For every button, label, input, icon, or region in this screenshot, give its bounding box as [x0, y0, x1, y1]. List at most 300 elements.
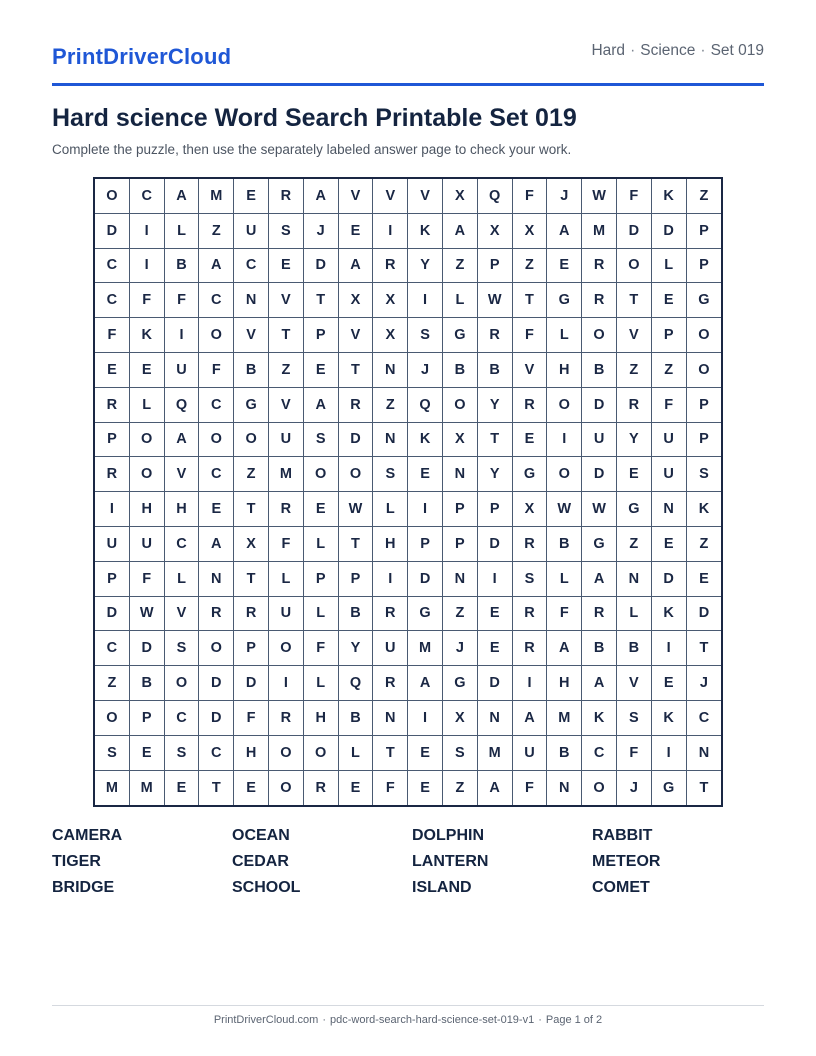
word-list-item: DOLPHIN: [412, 827, 484, 844]
grid-cell: P: [443, 527, 478, 562]
grid-cell: C: [165, 701, 200, 736]
grid-cell: F: [513, 318, 548, 353]
grid-cell: S: [165, 736, 200, 771]
grid-cell: A: [304, 179, 339, 214]
grid-cell: Z: [443, 771, 478, 806]
grid-cell: N: [234, 283, 269, 318]
grid-cell: L: [652, 249, 687, 284]
grid-cell: V: [165, 597, 200, 632]
grid-cell: C: [582, 736, 617, 771]
word-list: [52, 826, 772, 897]
grid-cell: Y: [408, 249, 443, 284]
grid-cell: P: [95, 423, 130, 458]
grid-cell: M: [199, 179, 234, 214]
grid-cell: I: [408, 283, 443, 318]
grid-cell: A: [547, 214, 582, 249]
grid-cell: N: [443, 562, 478, 597]
grid-cell: C: [234, 249, 269, 284]
grid-cell: P: [652, 318, 687, 353]
grid-cell: E: [408, 736, 443, 771]
grid-cell: O: [199, 318, 234, 353]
grid-cell: Y: [478, 457, 513, 492]
grid-cell: E: [234, 179, 269, 214]
grid-cell: P: [687, 388, 722, 423]
grid-cell: F: [130, 562, 165, 597]
grid-cell: E: [652, 666, 687, 701]
grid-cell: O: [582, 771, 617, 806]
grid-cell: F: [130, 283, 165, 318]
grid-cell: S: [304, 423, 339, 458]
grid-cell: A: [547, 631, 582, 666]
grid-cell: Z: [269, 353, 304, 388]
grid-cell: L: [304, 527, 339, 562]
grid-cell: R: [582, 249, 617, 284]
grid-cell: P: [408, 527, 443, 562]
grid-cell: E: [687, 562, 722, 597]
grid-cell: C: [199, 457, 234, 492]
grid-cell: U: [269, 423, 304, 458]
breadcrumb: [591, 42, 764, 60]
grid-cell: I: [478, 562, 513, 597]
page-footer: [0, 1014, 816, 1026]
grid-cell: K: [582, 701, 617, 736]
grid-cell: X: [234, 527, 269, 562]
grid-cell: J: [443, 631, 478, 666]
word-list-item: RABBIT: [592, 827, 653, 844]
grid-cell: M: [547, 701, 582, 736]
grid-cell: Q: [408, 388, 443, 423]
word-search-grid: [93, 177, 723, 807]
breadcrumb-item: Hard: [591, 42, 626, 59]
grid-cell: L: [165, 214, 200, 249]
footer-page-number: Page 1 of 2: [545, 1014, 603, 1026]
grid-cell: J: [408, 353, 443, 388]
grid-cell: D: [234, 666, 269, 701]
grid-cell: D: [582, 457, 617, 492]
grid-cell: O: [617, 249, 652, 284]
grid-cell: T: [373, 736, 408, 771]
grid-cell: R: [95, 388, 130, 423]
grid-cell: O: [199, 631, 234, 666]
grid-cell: V: [617, 318, 652, 353]
grid-cell: V: [339, 179, 374, 214]
grid-cell: E: [269, 249, 304, 284]
grid-cell: B: [478, 353, 513, 388]
grid-cell: N: [373, 353, 408, 388]
grid-cell: L: [443, 283, 478, 318]
grid-cell: X: [513, 492, 548, 527]
grid-cell: P: [234, 631, 269, 666]
grid-cell: H: [130, 492, 165, 527]
grid-cell: D: [478, 666, 513, 701]
word-list-item: TIGER: [52, 853, 101, 870]
grid-cell: R: [582, 597, 617, 632]
grid-cell: R: [269, 179, 304, 214]
grid-cell: V: [234, 318, 269, 353]
grid-cell: O: [165, 666, 200, 701]
grid-cell: X: [443, 179, 478, 214]
grid-cell: Z: [373, 388, 408, 423]
grid-cell: U: [269, 597, 304, 632]
grid-cell: E: [95, 353, 130, 388]
grid-cell: F: [652, 388, 687, 423]
grid-cell: O: [582, 318, 617, 353]
grid-cell: T: [234, 562, 269, 597]
grid-cell: D: [95, 597, 130, 632]
grid-cell: V: [269, 388, 304, 423]
grid-cell: O: [443, 388, 478, 423]
grid-cell: E: [547, 249, 582, 284]
grid-cell: U: [95, 527, 130, 562]
grid-cell: T: [339, 527, 374, 562]
grid-cell: D: [304, 249, 339, 284]
grid-cell: Z: [199, 214, 234, 249]
grid-cell: B: [582, 353, 617, 388]
grid-cell: O: [269, 631, 304, 666]
grid-cell: V: [269, 283, 304, 318]
grid-cell: S: [408, 318, 443, 353]
grid-cell: I: [652, 631, 687, 666]
grid-cell: L: [373, 492, 408, 527]
grid-cell: O: [687, 318, 722, 353]
grid-cell: V: [165, 457, 200, 492]
grid-cell: U: [165, 353, 200, 388]
grid-cell: I: [652, 736, 687, 771]
grid-cell: M: [478, 736, 513, 771]
grid-cell: U: [130, 527, 165, 562]
word-list-item: LANTERN: [412, 853, 489, 870]
grid-cell: N: [373, 423, 408, 458]
grid-cell: A: [478, 771, 513, 806]
grid-cell: C: [199, 736, 234, 771]
grid-cell: H: [547, 666, 582, 701]
grid-cell: T: [234, 492, 269, 527]
grid-cell: L: [339, 736, 374, 771]
grid-cell: T: [269, 318, 304, 353]
grid-cell: E: [165, 771, 200, 806]
grid-cell: S: [165, 631, 200, 666]
grid-cell: C: [687, 701, 722, 736]
breadcrumb-item: Science: [640, 42, 696, 59]
grid-cell: B: [130, 666, 165, 701]
grid-cell: Y: [478, 388, 513, 423]
grid-cell: E: [130, 353, 165, 388]
grid-cell: K: [687, 492, 722, 527]
grid-cell: D: [652, 562, 687, 597]
grid-cell: B: [339, 701, 374, 736]
grid-cell: N: [547, 771, 582, 806]
grid-cell: P: [95, 562, 130, 597]
grid-cell: T: [617, 283, 652, 318]
grid-cell: I: [547, 423, 582, 458]
grid-cell: R: [373, 666, 408, 701]
grid-cell: S: [95, 736, 130, 771]
grid-cell: A: [199, 249, 234, 284]
grid-cell: K: [652, 597, 687, 632]
breadcrumb-separator: ·: [630, 42, 636, 59]
grid-cell: Z: [443, 597, 478, 632]
grid-cell: B: [234, 353, 269, 388]
grid-cell: R: [304, 771, 339, 806]
grid-cell: U: [582, 423, 617, 458]
grid-cell: R: [373, 597, 408, 632]
grid-cell: O: [199, 423, 234, 458]
grid-cell: A: [339, 249, 374, 284]
grid-cell: R: [95, 457, 130, 492]
grid-cell: T: [687, 631, 722, 666]
word-list-item: COMET: [592, 879, 650, 896]
grid-cell: T: [699, 779, 709, 796]
grid-cell: N: [617, 562, 652, 597]
grid-cell: I: [165, 318, 200, 353]
grid-cell: F: [304, 631, 339, 666]
grid-cell: V: [617, 666, 652, 701]
grid-cell: P: [478, 492, 513, 527]
grid-cell: R: [373, 249, 408, 284]
grid-cell: B: [617, 631, 652, 666]
grid-cell: E: [339, 214, 374, 249]
grid-cell: D: [199, 666, 234, 701]
grid-cell: L: [304, 597, 339, 632]
grid-cell: D: [652, 214, 687, 249]
grid-cell: I: [513, 666, 548, 701]
grid-cell: G: [513, 457, 548, 492]
grid-cell: I: [95, 492, 130, 527]
grid-cell: E: [652, 527, 687, 562]
grid-cell: P: [304, 318, 339, 353]
grid-cell: D: [687, 597, 722, 632]
grid-cell: A: [582, 666, 617, 701]
grid-cell: C: [165, 527, 200, 562]
grid-cell: C: [199, 388, 234, 423]
grid-cell: T: [513, 283, 548, 318]
grid-cell: Q: [339, 666, 374, 701]
grid-cell: J: [687, 666, 722, 701]
grid-cell: R: [339, 388, 374, 423]
grid-cell: E: [130, 736, 165, 771]
grid-cell: Z: [652, 353, 687, 388]
page-title: Hard science Word Search Printable Set 019: [52, 104, 577, 132]
grid-cell: S: [687, 457, 722, 492]
grid-cell: I: [408, 492, 443, 527]
grid-cell: C: [95, 631, 130, 666]
grid-cell: N: [199, 562, 234, 597]
grid-cell: G: [652, 771, 687, 806]
grid-cell: E: [513, 423, 548, 458]
grid-cell: Z: [513, 249, 548, 284]
grid-cell: P: [339, 562, 374, 597]
grid-cell: A: [582, 562, 617, 597]
grid-cell: X: [373, 318, 408, 353]
footer-separator: ·: [322, 1014, 327, 1026]
grid-cell: S: [617, 701, 652, 736]
grid-cell: R: [199, 597, 234, 632]
grid-cell: O: [130, 423, 165, 458]
grid-cell: H: [165, 492, 200, 527]
grid-cell: N: [443, 457, 478, 492]
grid-cell: W: [547, 492, 582, 527]
grid-cell: F: [617, 179, 652, 214]
footer-site: PrintDriverCloud.com: [213, 1014, 319, 1026]
grid-cell: H: [304, 701, 339, 736]
grid-cell: C: [130, 179, 165, 214]
grid-cell: Z: [234, 457, 269, 492]
grid-cell: D: [582, 388, 617, 423]
grid-cell: V: [373, 179, 408, 214]
grid-cell: N: [478, 701, 513, 736]
grid-cell: G: [443, 318, 478, 353]
grid-cell: D: [130, 631, 165, 666]
grid-cell: U: [234, 214, 269, 249]
grid-cell: L: [304, 666, 339, 701]
grid-cell: B: [165, 249, 200, 284]
grid-cell: R: [234, 597, 269, 632]
grid-cell: V: [339, 318, 374, 353]
grid-cell: C: [95, 283, 130, 318]
word-list-item: CEDAR: [232, 853, 289, 870]
grid-cell: M: [269, 457, 304, 492]
grid-cell: Z: [687, 179, 722, 214]
grid-cell: K: [130, 318, 165, 353]
grid-cell: D: [199, 701, 234, 736]
grid-cell: X: [373, 283, 408, 318]
grid-cell: Y: [339, 631, 374, 666]
footer-divider: [52, 1005, 764, 1006]
grid-cell: R: [582, 283, 617, 318]
grid-cell: Z: [443, 249, 478, 284]
grid-cell: X: [443, 701, 478, 736]
grid-cell: W: [339, 492, 374, 527]
grid-cell: P: [687, 214, 722, 249]
grid-cell: O: [269, 736, 304, 771]
grid-cell: N: [373, 701, 408, 736]
grid-cell: R: [617, 388, 652, 423]
grid-cell: L: [269, 562, 304, 597]
grid-cell: Q: [165, 388, 200, 423]
grid-cell: F: [617, 736, 652, 771]
grid-cell: K: [408, 423, 443, 458]
grid-cell: F: [513, 771, 548, 806]
grid-cell: F: [513, 179, 548, 214]
grid-cell: R: [478, 318, 513, 353]
grid-cell: A: [165, 179, 200, 214]
breadcrumb-separator: ·: [700, 42, 706, 59]
grid-cell: G: [582, 527, 617, 562]
grid-cell: A: [513, 701, 548, 736]
grid-cell: R: [513, 631, 548, 666]
grid-cell: R: [269, 492, 304, 527]
footer-separator: ·: [538, 1014, 542, 1026]
grid-cell: D: [95, 214, 130, 249]
grid-cell: H: [373, 527, 408, 562]
grid-cell: P: [687, 249, 722, 284]
grid-cell: M: [95, 771, 130, 806]
brand-logo-text: PrintDriverCloud: [52, 44, 232, 69]
grid-cell: M: [130, 771, 165, 806]
grid-cell: O: [95, 701, 130, 736]
grid-cell: R: [513, 388, 548, 423]
grid-cell: S: [513, 562, 548, 597]
grid-cell: F: [165, 283, 200, 318]
grid-cell: D: [617, 214, 652, 249]
grid-cell: T: [478, 423, 513, 458]
grid-cell: Z: [95, 666, 130, 701]
grid-cell: X: [443, 423, 478, 458]
grid-cell: D: [478, 527, 513, 562]
grid-cell: R: [513, 597, 548, 632]
grid-cell: W: [582, 179, 617, 214]
grid-cell: B: [339, 597, 374, 632]
grid-cell: B: [582, 631, 617, 666]
grid-cell: E: [478, 597, 513, 632]
grid-cell: L: [547, 562, 582, 597]
grid-cell: E: [652, 283, 687, 318]
grid-cell: W: [582, 492, 617, 527]
grid-cell: O: [234, 423, 269, 458]
grid-cell: I: [373, 562, 408, 597]
grid-cell: E: [617, 457, 652, 492]
grid-cell: I: [130, 249, 165, 284]
grid-cell: K: [408, 214, 443, 249]
grid-cell: R: [269, 701, 304, 736]
grid-cell: E: [304, 492, 339, 527]
grid-cell: E: [304, 353, 339, 388]
grid-cell: P: [478, 249, 513, 284]
grid-cell: F: [95, 318, 130, 353]
grid-cell: A: [408, 666, 443, 701]
grid-cell: M: [582, 214, 617, 249]
grid-cell: E: [408, 771, 443, 806]
grid-cell: K: [652, 179, 687, 214]
header-divider: [52, 83, 764, 86]
word-list-item: METEOR: [592, 853, 661, 870]
grid-cell: L: [547, 318, 582, 353]
grid-cell: F: [269, 527, 304, 562]
grid-cell: T: [199, 771, 234, 806]
grid-cell: S: [443, 736, 478, 771]
grid-cell: W: [478, 283, 513, 318]
grid-cell: I: [130, 214, 165, 249]
word-list-item: OCEAN: [232, 827, 290, 844]
grid-cell: O: [304, 736, 339, 771]
grid-cell: O: [547, 388, 582, 423]
grid-cell: A: [304, 388, 339, 423]
grid-cell: Q: [478, 179, 513, 214]
grid-cell: O: [547, 457, 582, 492]
grid-cell: F: [373, 771, 408, 806]
grid-cell: Z: [617, 353, 652, 388]
grid-cell: O: [339, 457, 374, 492]
grid-cell: D: [339, 423, 374, 458]
grid-cell: C: [199, 283, 234, 318]
grid-cell: I: [269, 666, 304, 701]
grid-cell: G: [443, 666, 478, 701]
grid-cell: J: [617, 771, 652, 806]
grid-cell: T: [304, 283, 339, 318]
grid-cell: M: [408, 631, 443, 666]
grid-cell: S: [373, 457, 408, 492]
grid-cell: D: [408, 562, 443, 597]
grid-cell: I: [408, 701, 443, 736]
grid-cell: F: [234, 701, 269, 736]
footer-doc-id: pdc-word-search-hard-science-set-019-v1: [330, 1014, 535, 1026]
grid-cell: V: [513, 353, 548, 388]
grid-cell: Z: [617, 527, 652, 562]
grid-cell: L: [165, 562, 200, 597]
grid-cell: Z: [687, 527, 722, 562]
grid-cell: I: [373, 214, 408, 249]
grid-cell: P: [687, 423, 722, 458]
